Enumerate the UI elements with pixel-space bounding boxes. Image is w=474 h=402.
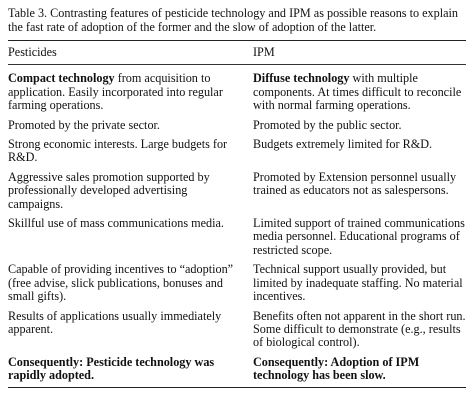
cell-pesticides xyxy=(8,132,248,165)
table-bottom-rule xyxy=(8,387,466,388)
cell-text: from acquisition to application. Easily incorporated into regular farming operations. xyxy=(8,71,223,113)
cell-text: Technical support usually provided, but limited by inadequate staffing. No material incentives. xyxy=(253,262,463,304)
header-pesticides: Pesticides xyxy=(8,45,57,59)
cell-text: Promoted by the public sector. xyxy=(253,117,402,132)
comparison-table-body xyxy=(8,65,466,382)
table-row-conclusion xyxy=(8,350,466,383)
table-row xyxy=(8,165,466,211)
cell-pesticides xyxy=(8,350,248,383)
cell-ipm xyxy=(248,132,466,165)
cell-text: Benefits often not apparent in the short run. Some difficult to demonstrate (e.g., results of biological control). xyxy=(253,308,466,350)
cell-text: Aggressive sales promotion supported by professionally developed advertising campaigns. xyxy=(8,169,210,211)
table-header-row xyxy=(8,41,466,64)
cell-ipm xyxy=(248,65,466,112)
cell-pesticides xyxy=(8,165,248,211)
cell-ipm xyxy=(248,113,466,132)
cell-pesticides xyxy=(8,257,248,303)
cell-pesticides xyxy=(8,211,248,257)
table-row xyxy=(8,211,466,257)
cell-pesticides xyxy=(8,304,248,350)
cell-ipm xyxy=(248,257,466,303)
cell-text: with multiple components. At times difficult to reconcile with normal farming operations. xyxy=(253,71,462,113)
cell-bold-text: Consequently: Pesticide technology was rapidly adopted. xyxy=(8,354,215,383)
cell-text: Skillful use of mass communications media. xyxy=(8,216,224,231)
cell-text: Limited support of trained communications media personnel. Educational programs of restricted scope. xyxy=(253,216,465,257)
table-row xyxy=(8,65,466,112)
header-ipm: IPM xyxy=(253,45,275,59)
table-row xyxy=(8,113,466,132)
table-row xyxy=(8,132,466,165)
cell-text: Promoted by the private sector. xyxy=(8,117,160,132)
cell-text: Results of applications usually immediately apparent. xyxy=(8,308,222,336)
cell-ipm xyxy=(248,211,466,257)
cell-bold-text: Consequently: Adoption of IPM technology has been slow. xyxy=(253,354,420,383)
cell-ipm xyxy=(248,304,466,350)
cell-bold-text: Compact technology xyxy=(8,71,115,86)
cell-text: Capable of providing incentives to “adoption” (free advise, slick publications, bonuses and small gifts). xyxy=(8,262,234,304)
cell-text: Budgets extremely limited for R&D. xyxy=(253,137,433,152)
comparison-table xyxy=(8,41,466,64)
table-row xyxy=(8,257,466,303)
cell-text: Promoted by Extension personnel usually trained as educators not as salespersons. xyxy=(253,169,457,198)
cell-text: Strong economic interests. Large budgets for R&D. xyxy=(8,137,228,165)
cell-ipm xyxy=(248,350,466,383)
cell-pesticides xyxy=(8,65,248,112)
cell-bold-text: Diffuse technology xyxy=(253,71,350,86)
cell-pesticides xyxy=(8,113,248,132)
table-caption: Table 3. Contrasting features of pesticide technology and IPM as possible reasons to explain the fast rate of adoption of the former and the slow of adoption of the latter. xyxy=(8,6,458,34)
cell-ipm xyxy=(248,165,466,211)
table-row xyxy=(8,304,466,350)
